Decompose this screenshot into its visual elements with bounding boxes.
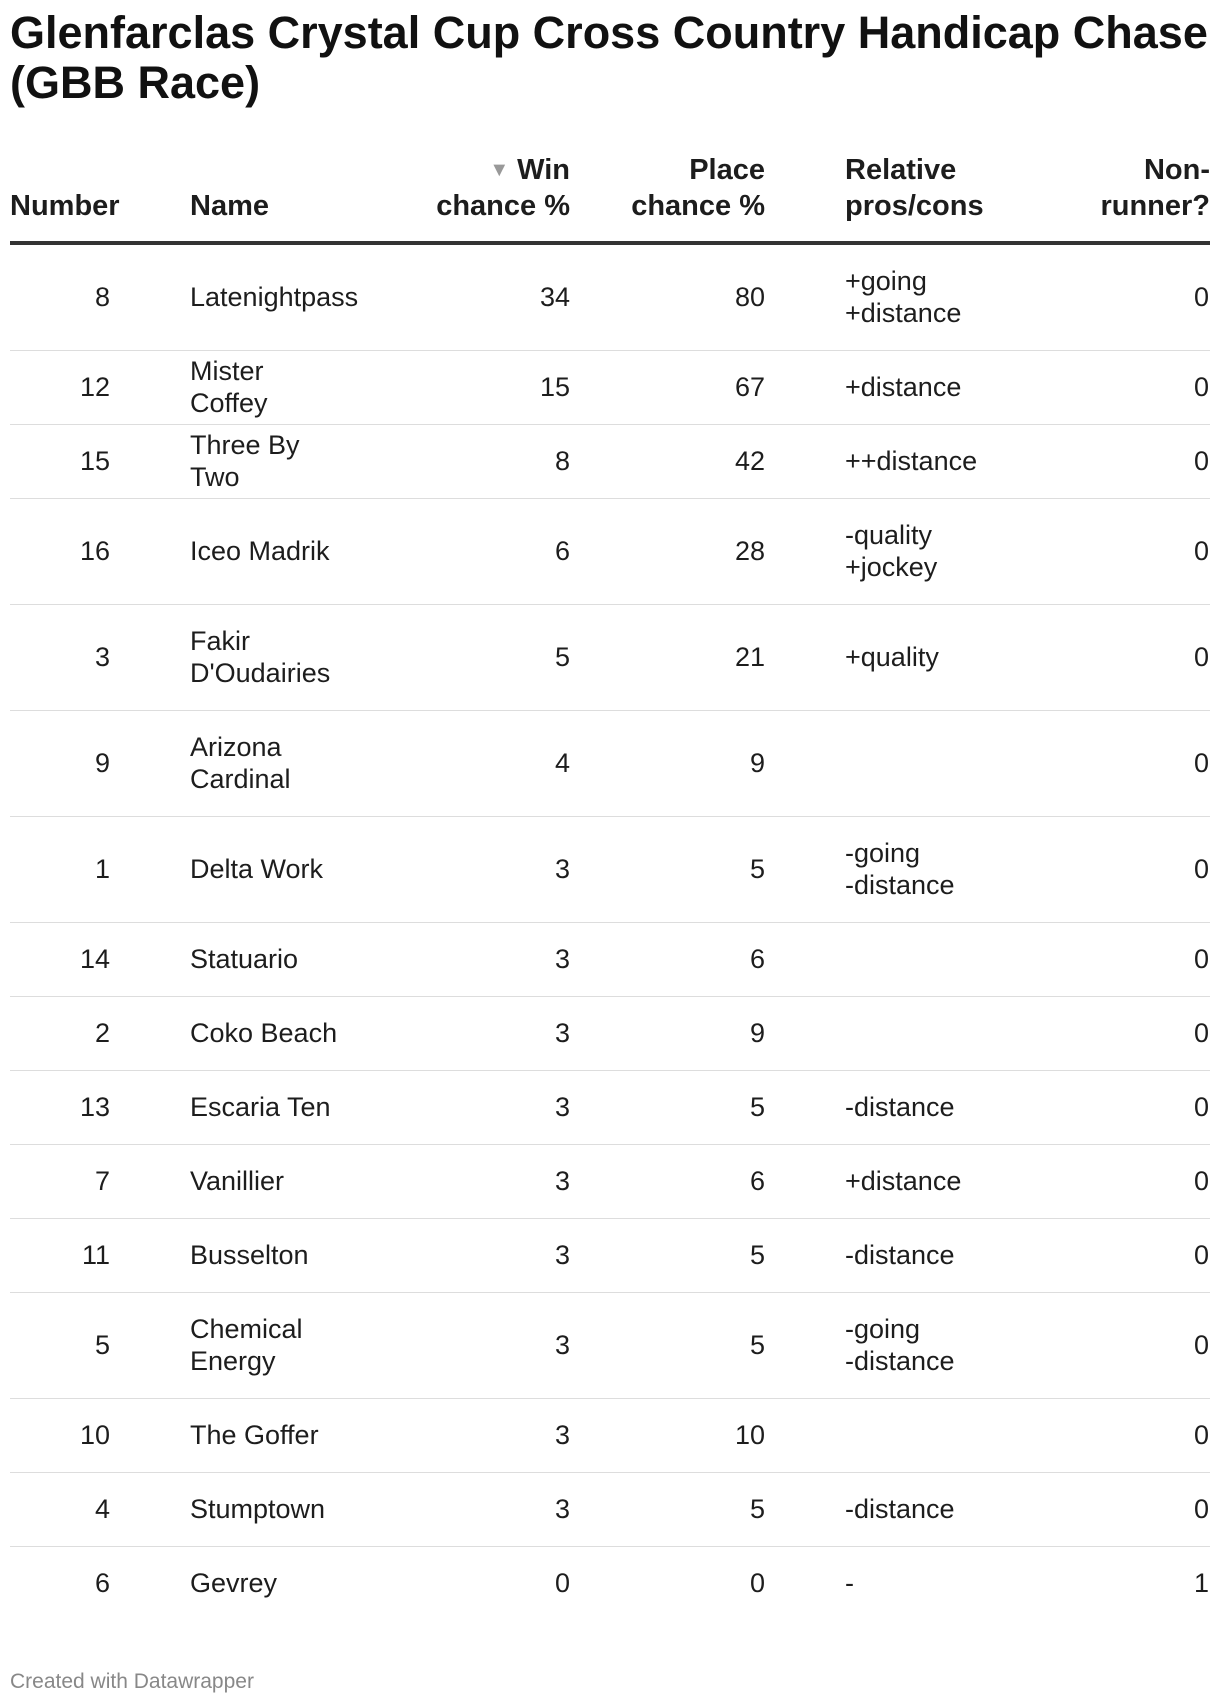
relative-item: +quality	[845, 642, 939, 672]
table-row	[10, 1144, 1210, 1218]
cell-relative	[805, 816, 1035, 922]
cell-relative	[805, 1292, 1035, 1398]
cell-win-chance: 4	[345, 710, 610, 816]
cell-name: Coko Beach	[150, 996, 345, 1070]
cell-non-runner: 1	[1193, 1568, 1209, 1599]
cell-non-runner: 0	[1035, 1070, 1210, 1144]
cell-non-runner: 0	[1035, 350, 1210, 424]
footer-credit[interactable]: Created with Datawrapper	[10, 1670, 254, 1693]
table-row	[10, 604, 1210, 710]
header-win-line2: chance %	[436, 190, 570, 222]
table-row	[10, 1218, 1210, 1292]
cell-number: 4	[10, 1472, 150, 1546]
header-place-chance[interactable]	[610, 152, 805, 243]
cell-place-chance: 42	[610, 424, 805, 498]
cell-non-runner: 0	[1035, 424, 1210, 498]
cell-win-chance: 34	[345, 243, 610, 350]
cell-win-chance: 3	[345, 1398, 610, 1472]
table-row	[10, 1546, 1210, 1620]
relative-item: +distance	[845, 298, 962, 329]
relative-item: +distance	[845, 372, 962, 402]
cell-place-chance: 9	[610, 710, 805, 816]
cell-relative	[805, 604, 1035, 710]
cell-name: Statuario	[150, 922, 345, 996]
relative-item: -distance	[845, 1346, 955, 1376]
cell-number: 15	[10, 424, 150, 498]
cell-win-chance: 3	[345, 1070, 610, 1144]
table-row	[10, 1398, 1210, 1472]
cell-non-runner: 0	[1035, 243, 1210, 350]
cell-relative	[805, 350, 1035, 424]
cell-place-chance: 5	[610, 1472, 805, 1546]
relative-item: +distance	[845, 1166, 962, 1196]
cell-place-chance: 5	[610, 816, 805, 922]
cell-relative	[805, 1218, 1035, 1292]
cell-name: Latenightpass	[150, 243, 345, 350]
table-row	[10, 1292, 1210, 1398]
cell-non-runner: 0	[1035, 1472, 1210, 1546]
cell-place-chance: 80	[610, 243, 805, 350]
sort-descending-icon: ▼	[489, 159, 510, 181]
relative-item: -distance	[845, 1240, 955, 1270]
cell-non-runner: 0	[1035, 498, 1210, 604]
cell-relative	[805, 710, 1035, 816]
cell-non-runner: 0	[1035, 816, 1210, 922]
cell-place-chance: 6	[610, 1144, 805, 1218]
cell-non-runner: 0	[1035, 996, 1210, 1070]
cell-win-chance: 3	[345, 996, 610, 1070]
relative-item: -distance	[845, 870, 955, 900]
cell-number: 6	[94, 1568, 110, 1599]
cell-win-chance: 3	[345, 1472, 610, 1546]
table-row	[10, 243, 1210, 350]
table-row	[10, 498, 1210, 604]
race-table	[10, 152, 1210, 1620]
cell-number: 8	[10, 243, 150, 350]
relative-item: ++distance	[845, 446, 978, 476]
header-place-line2: chance %	[631, 190, 765, 222]
table-body	[10, 243, 1210, 1620]
cell-win-chance: 6	[345, 498, 610, 604]
cell-relative	[805, 1546, 1035, 1620]
relative-item: -going	[845, 838, 921, 868]
cell-place-chance: 67	[610, 350, 805, 424]
cell-place-chance: 5	[610, 1218, 805, 1292]
header-rel-line2: pros/cons	[845, 190, 984, 222]
cell-relative	[805, 1472, 1035, 1546]
cell-place-chance: 10	[610, 1398, 805, 1472]
cell-name: Iceo Madrik	[150, 498, 345, 604]
table-row	[10, 816, 1210, 922]
table-row	[10, 996, 1210, 1070]
cell-number: 12	[10, 350, 150, 424]
relative-item: -quality	[845, 520, 933, 550]
table-row	[10, 1472, 1210, 1546]
cell-non-runner: 0	[1035, 604, 1210, 710]
cell-non-runner: 0	[1035, 1292, 1210, 1398]
relative-item: -	[845, 1568, 854, 1599]
chart-title: Glenfarclas Crystal Cup Cross Country Handicap Chase (GBB Race)	[10, 7, 1208, 108]
relative-item: +jockey	[845, 552, 938, 582]
header-relative[interactable]	[805, 152, 1035, 243]
cell-name: Delta Work	[150, 816, 345, 922]
cell-name: Stumptown	[150, 1472, 345, 1546]
cell-win-chance: 3	[345, 1218, 610, 1292]
header-win-chance[interactable]	[345, 152, 610, 243]
cell-non-runner: 0	[1035, 1218, 1210, 1292]
header-rel-line1: Relative	[845, 154, 957, 186]
cell-relative	[805, 1070, 1035, 1144]
cell-name: Busselton	[150, 1218, 345, 1292]
header-win-line1: Win	[517, 154, 570, 186]
cell-win-chance: 3	[345, 1292, 610, 1398]
cell-name: Arizona Cardinal	[150, 710, 345, 816]
cell-name: Mister Coffey	[150, 350, 345, 424]
cell-non-runner: 0	[1035, 922, 1210, 996]
cell-win-chance: 3	[345, 922, 610, 996]
header-number-label: Number	[10, 190, 120, 222]
table-row	[10, 922, 1210, 996]
table-row	[10, 710, 1210, 816]
table-row	[10, 1070, 1210, 1144]
cell-name: Fakir D'Oudairies	[150, 604, 345, 710]
cell-name: Gevrey	[190, 1568, 278, 1599]
header-row	[10, 152, 1210, 243]
cell-place-chance: 9	[610, 996, 805, 1070]
cell-name: Escaria Ten	[150, 1070, 345, 1144]
cell-relative	[805, 1398, 1035, 1472]
cell-name: Three By Two	[150, 424, 345, 498]
cell-win-chance: 5	[345, 604, 610, 710]
cell-win-chance: 3	[345, 1144, 610, 1218]
cell-place-chance: 5	[610, 1070, 805, 1144]
cell-number: 16	[10, 498, 150, 604]
cell-place-chance: 28	[610, 498, 805, 604]
cell-name: Vanillier	[150, 1144, 345, 1218]
cell-number: 3	[10, 604, 150, 710]
cell-win-chance: 15	[345, 350, 610, 424]
cell-number: 10	[10, 1398, 150, 1472]
cell-win-chance: 8	[345, 424, 610, 498]
cell-number: 14	[10, 922, 150, 996]
cell-win-chance: 3	[345, 816, 610, 922]
relative-item: +going	[845, 266, 927, 297]
cell-number: 9	[10, 710, 150, 816]
cell-non-runner: 0	[1035, 1144, 1210, 1218]
relative-item: -distance	[845, 1092, 955, 1122]
cell-number: 7	[10, 1144, 150, 1218]
cell-relative	[805, 922, 1035, 996]
table-row	[10, 424, 1210, 498]
cell-non-runner: 0	[1035, 1398, 1210, 1472]
cell-number: 2	[10, 996, 150, 1070]
relative-item: -distance	[845, 1494, 955, 1524]
header-nr-line2: runner?	[1100, 190, 1210, 222]
cell-relative	[805, 424, 1035, 498]
cell-relative	[805, 1144, 1035, 1218]
relative-item: -going	[845, 1314, 921, 1344]
cell-relative	[805, 996, 1035, 1070]
header-name[interactable]	[150, 152, 345, 243]
header-non-runner[interactable]	[1035, 152, 1210, 243]
cell-number: 1	[10, 816, 150, 922]
cell-name: Chemical Energy	[150, 1292, 345, 1398]
cell-relative	[805, 243, 1035, 350]
cell-win-chance: 0	[554, 1568, 570, 1599]
cell-place-chance: 21	[610, 604, 805, 710]
header-number[interactable]	[10, 152, 150, 243]
cell-place-chance: 0	[749, 1568, 765, 1599]
header-name-label: Name	[190, 190, 269, 222]
cell-number: 11	[10, 1218, 150, 1292]
cell-non-runner: 0	[1035, 710, 1210, 816]
cell-relative	[805, 498, 1035, 604]
header-nr-line1: Non-	[1143, 154, 1210, 186]
cell-place-chance: 6	[610, 922, 805, 996]
header-place-line1: Place	[689, 154, 765, 186]
table-row	[10, 350, 1210, 424]
cell-place-chance: 5	[610, 1292, 805, 1398]
cell-name: The Goffer	[150, 1398, 345, 1472]
cell-number: 13	[10, 1070, 150, 1144]
cell-number: 5	[10, 1292, 150, 1398]
